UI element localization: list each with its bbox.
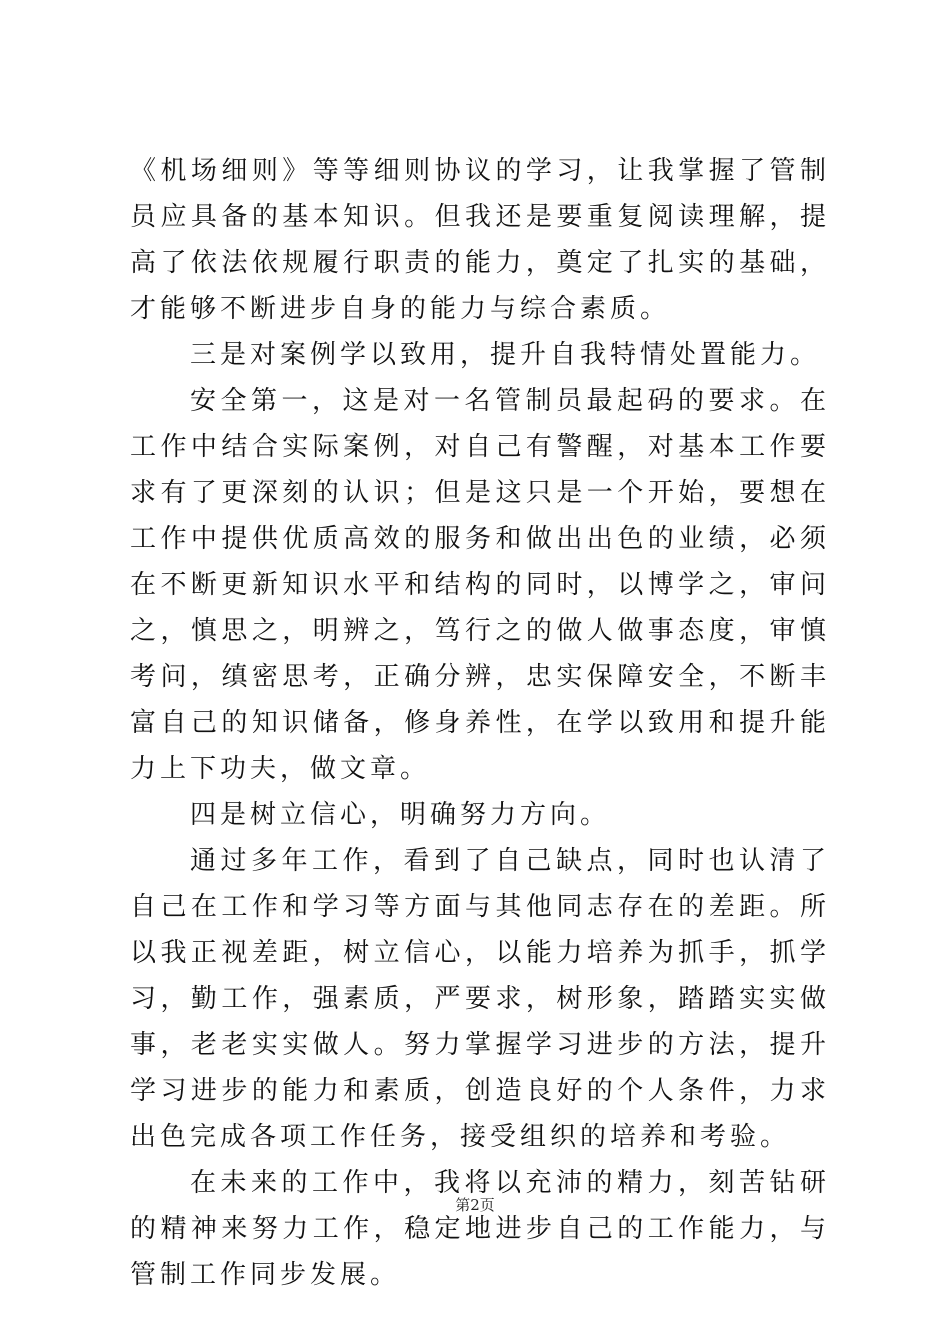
- document-body: [130, 148, 830, 1298]
- paragraph-5: 通过多年工作，看到了自己缺点，同时也认清了自己在工作和学习等方面与其他同志存在的差距。所以我正视差距，树立信心，以能力培养为抓手，抓学习，勤工作，强素质，严要求，树形象，踏踏实实做事，老老实实做人。努力掌握学习进步的方法，提升学习进步的能力和素质，创造良好的个人条件，力求出色完成各项工作任务，接受组织的培养和考验。: [130, 846, 830, 1152]
- paragraph-3: 安全第一，这是对一名管制员最起码的要求。在工作中结合实际案例，对自己有警醒，对基本工作要求有了更深刻的认识；但是这只是一个开始，要想在工作中提供优质高效的服务和做出出色的业绩，必须在不断更新知识水平和结构的同时，以博学之，审问之，慎思之，明辨之，笃行之的做人做事态度，审慎考问，缜密思考，正确分辨，忠实保障安全，不断丰富自己的知识储备，修身养性，在学以致用和提升能力上下功夫，做文章。: [130, 386, 830, 784]
- paragraph-4-heading: 四是树立信心，明确努力方向。: [190, 800, 611, 830]
- paragraph-2-heading: 三是对案例学以致用，提升自我特情处置能力。: [190, 340, 821, 370]
- page-number: 第2页: [455, 1196, 495, 1214]
- paragraph-1: 《机场细则》等等细则协议的学习，让我掌握了管制员应具备的基本知识。但我还是要重复阅读理解，提高了依法依规履行职责的能力，奠定了扎实的基础，才能够不断进步自身的能力与综合素质。: [130, 156, 830, 324]
- paragraph-6: 在未来的工作中，我将以充沛的精力，刻苦钻研的精神来努力工作，稳定地进步自己的工作能力，与管制工作同步发展。: [130, 1168, 830, 1290]
